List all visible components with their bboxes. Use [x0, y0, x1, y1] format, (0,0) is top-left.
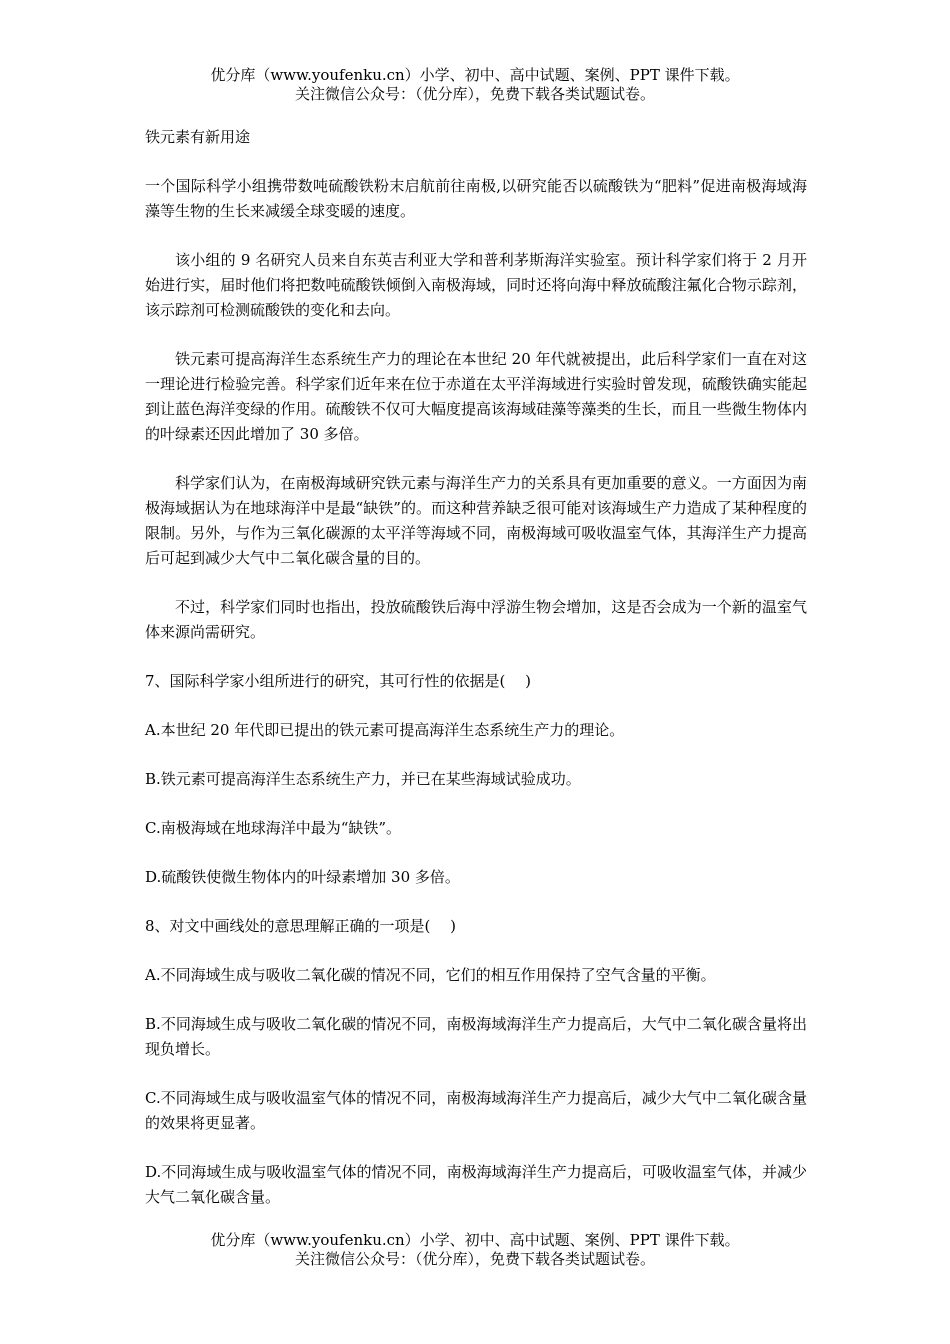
footer-line-1: 优分库（www.youfenku.cn）小学、初中、高中试题、案例、PPT 课件下载。 [210, 1231, 740, 1249]
question-8-option-c: C.不同海域生成与吸收温室气体的情况不同，南极海域海洋生产力提高后，减少大气中二氧化碳含量的效果将更显著。 [145, 1089, 807, 1132]
question-8-option-d: D.不同海域生成与吸收温室气体的情况不同，南极海域海洋生产力提高后，可吸收温室气体，并减少大气二氧化碳含量。 [145, 1163, 807, 1206]
article-paragraph-1: 一个国际科学小组携带数吨硫酸铁粉末启航前往南极,以研究能否以硫酸铁为“肥料”促进南极海域海藻等生物的生长来减缓全球变暖的速度。 [145, 177, 807, 220]
footer-line-2: 关注微信公众号：（优分库），免费下载各类试题试卷。 [294, 1250, 655, 1268]
article-title: 铁元素有新用途 [145, 128, 251, 146]
header-line-1: 优分库（www.youfenku.cn）小学、初中、高中试题、案例、PPT 课件下载。 [210, 66, 740, 84]
page-header [0, 66, 950, 104]
question-7-option-a: A.本世纪 20 年代即已提出的铁元素可提高海洋生态系统生产力的理论。 [145, 721, 625, 739]
article-paragraph-4: 科学家们认为，在南极海域研究铁元素与海洋生产力的关系具有更加重要的意义。一方面因为南极海域据认为在地球海洋中是最“缺铁”的。而这种营养缺乏很可能对该海域生产力造成了某种程度的限制。另外，与作为三氧化碳源的太平洋等海域不同，南极海域可吸收温室气体，其海洋生产力提高后可起到减少大气中二氧化碳含量的目的。 [145, 474, 807, 567]
question-7-stem: 7、国际科学家小组所进行的研究，其可行性的依据是( ) [145, 672, 532, 690]
question-7-option-c: C.南极海域在地球海洋中最为“缺铁”。 [145, 819, 402, 837]
question-8-stem: 8、对文中画线处的意思理解正确的一项是( ) [145, 917, 457, 935]
page-footer [0, 1231, 950, 1269]
document-body [145, 125, 807, 1234]
question-8-option-a: A.不同海域生成与吸收二氧化碳的情况不同，它们的相互作用保持了空气含量的平衡。 [145, 966, 716, 984]
header-line-2: 关注微信公众号：（优分库），免费下载各类试题试卷。 [294, 85, 655, 103]
article-paragraph-3: 铁元素可提高海洋生态系统生产力的理论在本世纪 20 年代就被提出，此后科学家们一直在对这一理论进行检验完善。科学家们近年来在位于赤道在太平洋海域进行实验时曾发现，硫酸铁确实能起到让蓝色海洋变绿的作用。硫酸铁不仅可大幅度提高该海域硅藻等藻类的生长，而且一些微生物体内的叶绿素还因此增加了 30 多倍。 [145, 350, 807, 443]
question-8-option-b: B.不同海域生成与吸收二氧化碳的情况不同，南极海域海洋生产力提高后，大气中二氧化碳含量将出现负增长。 [145, 1015, 807, 1058]
article-paragraph-2: 该小组的 9 名研究人员来自东英吉利亚大学和普利茅斯海洋实验室。预计科学家们将于 2 月开始进行实，届时他们将把数吨硫酸铁倾倒入南极海域，同时还将向海中释放硫酸注氟化合物示踪剂，该示踪剂可检测硫酸铁的变化和去向。 [145, 251, 807, 319]
article-paragraph-5: 不过，科学家们同时也指出，投放硫酸铁后海中浮游生物会增加，这是否会成为一个新的温室气体来源尚需研究。 [145, 598, 807, 641]
question-7-option-d: D.硫酸铁使微生物体内的叶绿素增加 30 多倍。 [145, 868, 460, 886]
question-7-option-b: B.铁元素可提高海洋生态系统生产力，并已在某些海域试验成功。 [145, 770, 581, 788]
